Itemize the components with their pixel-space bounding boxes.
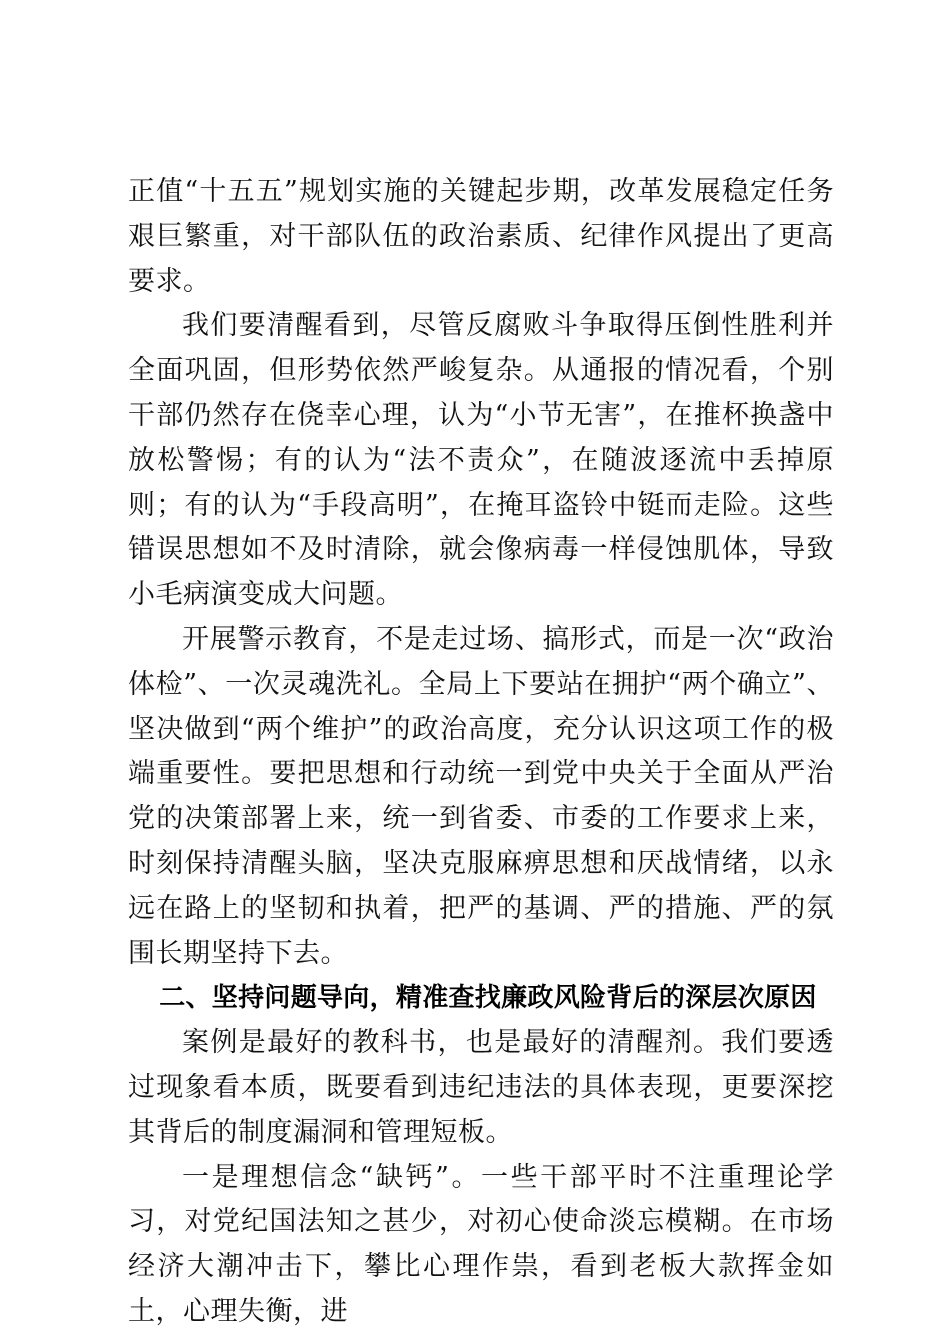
paragraph-2: 我们要清醒看到，尽管反腐败斗争取得压倒性胜利并全面巩固，但形势依然严峻复杂。从通报的情况看，个别干部仍然存在侥幸心理，认为“小节无害”，在推杯换盏中放松警惕；有的认为“法不责众”，在随波逐流中丢掉原则；有的认为“手段高明”，在掩耳盗铃中铤而走险。这些错误思想如不及时清除，就会像病毒一样侵蚀肌体，导致小毛病演变成大问题。 <box>128 310 834 611</box>
paragraph-1: 正值“十五五”规划实施的关键起步期，改革发展稳定任务艰巨繁重，对干部队伍的政治素质、纪律作风提出了更高要求。 <box>128 176 834 297</box>
paragraph-5: 一是理想信念“缺钙”。一些干部平时不注重理论学习，对党纪国法知之甚少，对初心使命淡忘模糊。在市场经济大潮冲击下，攀比心理作祟，看到老板大款挥金如土，心理失衡，进 <box>128 1161 834 1327</box>
paragraph-3: 开展警示教育，不是走过场、搞形式，而是一次“政治体检”、一次灵魂洗礼。全局上下要站在拥护“两个确立”、坚决做到“两个维护”的政治高度，充分认识这项工作的极端重要性。要把思想和行动统一到党中央关于全面从严治党的决策部署上来，统一到省委、市委的工作要求上来，时刻保持清醒头脑，坚决克服麻痹思想和厌战情绪，以永远在路上的坚韧和执着，把严的基调、严的措施、严的氛围长期坚持下去。 <box>128 623 834 969</box>
section-heading: 二、坚持问题导向，精准查找廉政风险背后的深层次原因 <box>159 983 817 1014</box>
document-body <box>128 170 834 1335</box>
paragraph-4: 案例是最好的教科书，也是最好的清醒剂。我们要透过现象看本质，既要看到违纪违法的具体表现，更要深挖其背后的制度漏洞和管理短板。 <box>128 1027 834 1148</box>
